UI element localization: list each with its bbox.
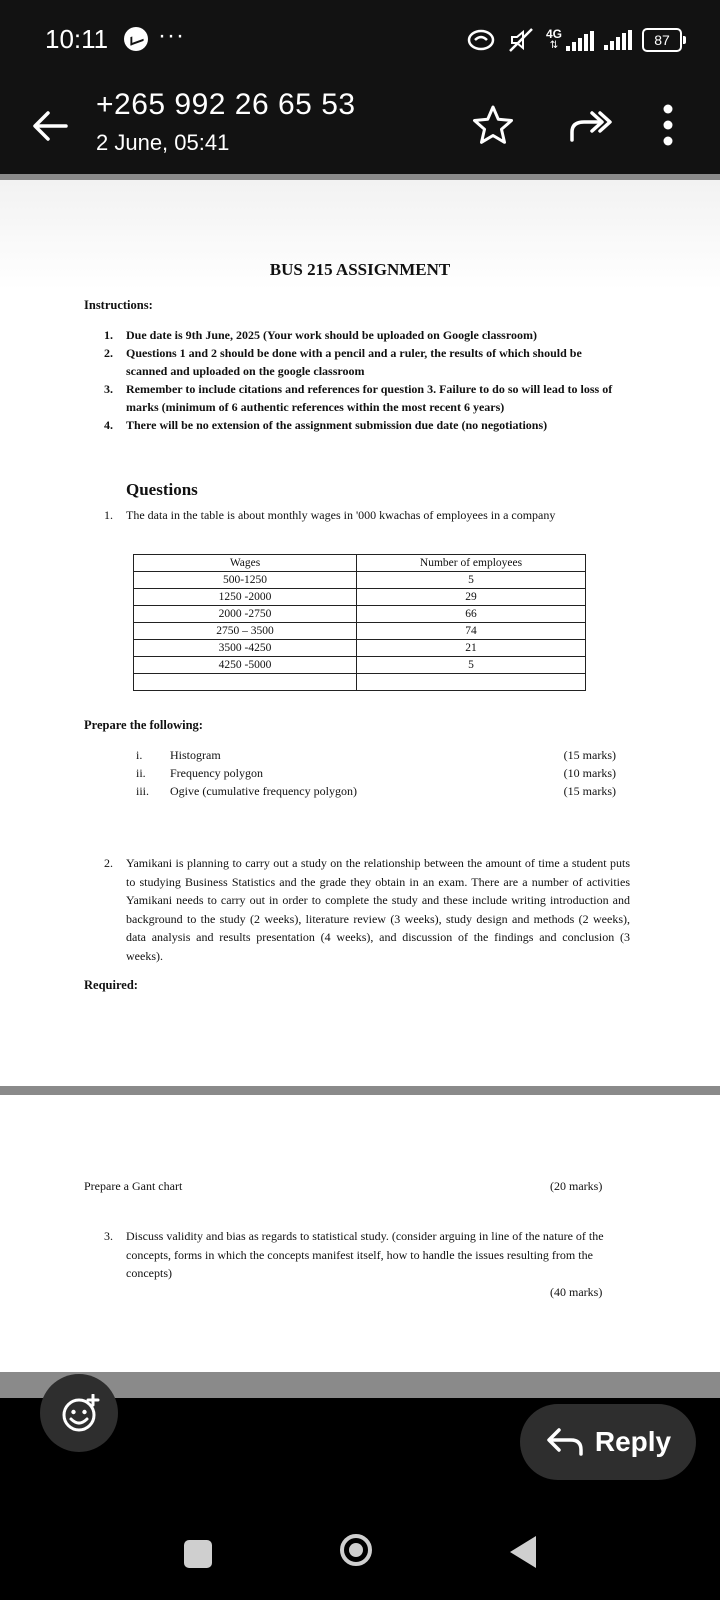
gant-chart-task: Prepare a Gant chart: [84, 1179, 183, 1193]
instruction-text: Due date is 9th June, 2025 (Your work should be uploaded on Google classroom): [126, 328, 537, 342]
top-app-bar: [0, 80, 720, 174]
employees-cell: 74: [357, 623, 586, 640]
prepare-item-marks: (15 marks): [563, 748, 616, 762]
instruction-number: 3.: [104, 382, 113, 396]
prepare-item: [136, 746, 616, 764]
question-text: Yamikani is planning to carry out a study on the relationship between the amount of time a student puts to studying Business Statistics and the grade they obtain in an exam. There are a number of activities Yamikani needs to carry out in order to complete the study and these include writing introduction and background to the study (2 weeks), literature review (3 weeks), study design and methods (2 weeks), data analysis and results presentation (4 weeks), and discussion of the findings and conclusion (3 weeks).: [126, 856, 630, 963]
signal-icon-2: [604, 30, 632, 50]
wages-table: [133, 554, 586, 691]
message-date: 2 June, 05:41: [96, 130, 230, 155]
react-button[interactable]: [40, 1374, 118, 1452]
gant-chart-marks: (20 marks): [550, 1179, 603, 1193]
instructions-list: [104, 326, 624, 434]
employees-cell: 29: [357, 589, 586, 606]
table-row-empty: [134, 674, 586, 691]
status-time: 10:11: [45, 24, 109, 54]
more-notifications-icon: ···: [158, 22, 185, 49]
instruction-number: 1.: [104, 328, 113, 342]
wages-cell: 500-1250: [134, 572, 357, 589]
network-type-label: 4G: [545, 27, 562, 41]
prepare-item-number: ii.: [136, 766, 146, 780]
instruction-item: [104, 380, 624, 416]
instructions-heading: Instructions:: [84, 298, 153, 312]
document-viewer[interactable]: [0, 174, 720, 1398]
reply-button[interactable]: [520, 1404, 696, 1480]
table-row: [134, 589, 586, 606]
add-reaction-icon: [60, 1394, 100, 1434]
message-notification-icon: [124, 27, 148, 51]
prepare-item: [136, 782, 616, 800]
table-row: [134, 606, 586, 623]
system-back-button[interactable]: [510, 1536, 536, 1568]
questions-heading: Questions: [126, 480, 198, 499]
table-header-employees: Number of employees: [357, 555, 586, 572]
forward-icon: [566, 104, 614, 148]
prepare-item-marks: (15 marks): [563, 784, 616, 798]
instruction-number: 4.: [104, 418, 113, 432]
question-number: 3.: [104, 1229, 113, 1243]
question-text: Discuss validity and bias as regards to statistical study. (consider arguing in line of the nature of the concepts, forms in which the concepts manifest itself, how to handle the issues resulting from the concepts): [126, 1229, 604, 1280]
prepare-item-marks: (10 marks): [563, 766, 616, 780]
wages-cell: 1250 -2000: [134, 589, 357, 606]
data-arrows-icon: ⇅: [549, 40, 559, 51]
question-3: [104, 1227, 624, 1283]
sender-phone-number: +265 992 26 65 53: [96, 88, 356, 121]
reply-label: Reply: [594, 1426, 672, 1457]
wages-cell: 2000 -2750: [134, 606, 357, 623]
wages-cell: 4250 -5000: [134, 657, 357, 674]
reply-icon: [545, 1426, 585, 1458]
employees-cell: 21: [357, 640, 586, 657]
instruction-number: 2.: [104, 346, 113, 360]
instruction-text: There will be no extension of the assignment submission due date (no negotiations): [126, 418, 548, 432]
table-row: [134, 623, 586, 640]
employees-cell-empty: [357, 674, 586, 691]
table-header-wages: Wages: [134, 555, 357, 572]
prepare-item-number: i.: [136, 748, 143, 762]
wages-cell-empty: [134, 674, 357, 691]
required-heading: Required:: [84, 978, 138, 992]
document-page-2: [0, 1095, 720, 1372]
instruction-item: [104, 416, 624, 434]
employees-cell: 5: [357, 572, 586, 589]
prepare-list: [136, 746, 616, 800]
prepare-item-number: iii.: [136, 784, 150, 798]
status-bar: [0, 0, 720, 80]
wages-cell: 2750 – 3500: [134, 623, 357, 640]
question-number: 1.: [104, 508, 113, 522]
table-row: [134, 657, 586, 674]
instruction-text: Remember to include citations and references for question 3. Failure to do so will lead to loss of marks (minimum of 6 authentic references within the most recent 6 years): [126, 382, 613, 414]
assignment-title: BUS 215 ASSIGNMENT: [269, 260, 451, 279]
prepare-item-label: Ogive (cumulative frequency polygon): [170, 784, 357, 798]
more-options-button[interactable]: [656, 100, 680, 150]
wages-cell: 3500 -4250: [134, 640, 357, 657]
recent-apps-button[interactable]: [184, 1540, 212, 1568]
mute-icon: [506, 27, 536, 53]
instruction-item: [104, 326, 624, 344]
question-1: [104, 506, 624, 524]
instruction-text: Questions 1 and 2 should be done with a pencil and a ruler, the results of which should be scanned and uploaded on the google classroom: [126, 346, 582, 378]
instruction-item: [104, 344, 624, 380]
document-page-1: [0, 180, 720, 1086]
star-button[interactable]: [470, 102, 516, 148]
employees-cell: 5: [357, 657, 586, 674]
more-vertical-icon: [656, 100, 680, 150]
home-button[interactable]: [340, 1534, 372, 1566]
table-header-row: [134, 555, 586, 572]
prepare-heading: Prepare the following:: [84, 718, 203, 732]
table-row: [134, 640, 586, 657]
question-3-marks: (40 marks): [550, 1285, 603, 1299]
mobile-signal: [546, 29, 594, 51]
status-icons: [466, 20, 682, 60]
question-text: The data in the table is about monthly wages in '000 kwachas of employees in a company: [126, 508, 556, 522]
prepare-item-label: Frequency polygon: [170, 766, 263, 780]
forward-button[interactable]: [566, 104, 614, 148]
battery-icon: 87: [642, 28, 682, 52]
prepare-item-label: Histogram: [170, 748, 221, 762]
arrow-left-icon: [28, 104, 72, 148]
employees-cell: 66: [357, 606, 586, 623]
star-icon: [470, 102, 516, 148]
table-row: [134, 572, 586, 589]
question-number: 2.: [104, 856, 113, 870]
signal-icon: [566, 31, 594, 51]
back-button[interactable]: [28, 104, 72, 148]
link-icon: [466, 28, 496, 52]
prepare-item: [136, 764, 616, 782]
question-2: [104, 854, 630, 965]
